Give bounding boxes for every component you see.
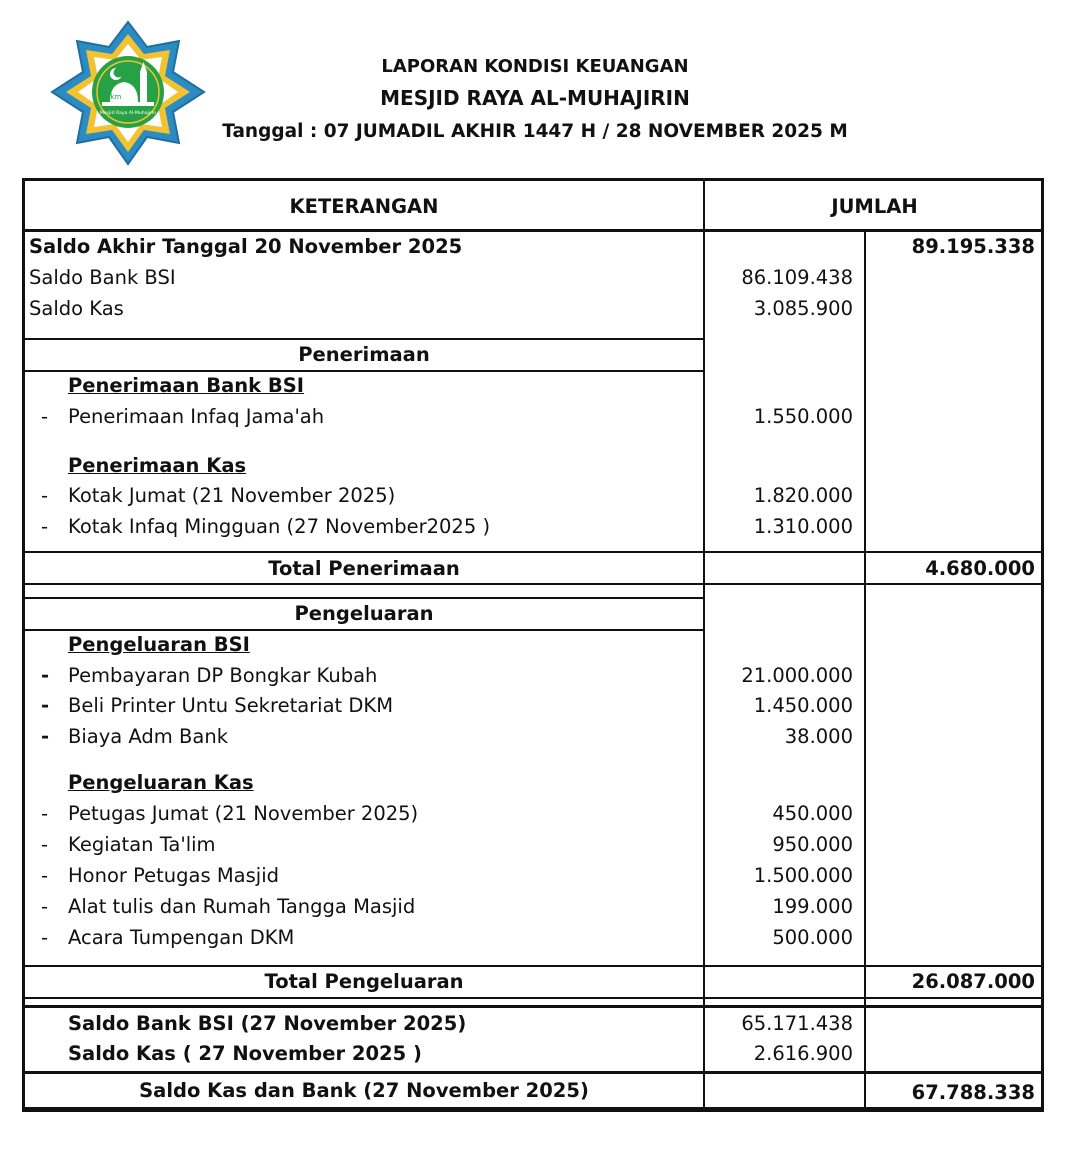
expense-item-label: Kegiatan Ta'lim bbox=[68, 833, 216, 856]
income-item-label: Kotak Infaq Mingguan (27 November2025 ) bbox=[68, 515, 491, 538]
list-item-dash: - bbox=[41, 833, 49, 856]
report-date: Tanggal : 07 JUMADIL AKHIR 1447 H / 28 NOVEMBER 2025 M bbox=[222, 121, 848, 142]
opening-balance-label: Saldo Akhir Tanggal 20 November 2025 bbox=[29, 235, 463, 258]
expense-item-label: Biaya Adm Bank bbox=[68, 725, 228, 748]
report-header bbox=[180, 52, 890, 148]
expense-section-title: Pengeluaran bbox=[294, 602, 434, 625]
income-kas-heading: Penerimaan Kas bbox=[68, 454, 247, 477]
income-section-title: Penerimaan bbox=[298, 343, 430, 366]
total-expense-label: Total Pengeluaran bbox=[264, 970, 464, 993]
income-item-label: Penerimaan Infaq Jama'ah bbox=[68, 405, 325, 428]
expense-item-label: Pembayaran DP Bongkar Kubah bbox=[68, 664, 378, 687]
expense-item-value: 950.000 bbox=[772, 833, 853, 856]
income-item-label: Kotak Jumat (21 November 2025) bbox=[68, 484, 396, 507]
financial-report-table bbox=[22, 178, 1044, 1112]
row-divider bbox=[25, 551, 1044, 553]
logo-name-text: Mesjid Raya Al-Muhajirin bbox=[99, 111, 157, 116]
column-header-keterangan: KETERANGAN bbox=[289, 195, 439, 218]
income-bank-heading: Penerimaan Bank BSI bbox=[68, 374, 305, 397]
list-item-dash: - bbox=[41, 802, 49, 825]
total-expense-value: 26.087.000 bbox=[911, 970, 1035, 993]
report-title: LAPORAN KONDISI KEUANGAN bbox=[381, 56, 689, 77]
list-item-dash: - bbox=[41, 694, 50, 717]
expense-bank-heading: Pengeluaran BSI bbox=[68, 633, 250, 656]
expense-item-label: Honor Petugas Masjid bbox=[68, 864, 279, 887]
expense-kas-heading: Pengeluaran Kas bbox=[68, 771, 254, 794]
closing-bank-value: 65.171.438 bbox=[741, 1012, 853, 1035]
list-item-dash: - bbox=[41, 926, 49, 949]
total-income-value: 4.680.000 bbox=[925, 557, 1035, 580]
list-item-dash: - bbox=[41, 484, 49, 507]
expense-item-label: Alat tulis dan Rumah Tangga Masjid bbox=[68, 895, 416, 918]
column-header-jumlah: JUMLAH bbox=[831, 195, 918, 218]
total-income-label: Total Penerimaan bbox=[268, 557, 460, 580]
grand-total-value: 67.788.338 bbox=[911, 1081, 1035, 1104]
column-divider bbox=[864, 231, 866, 1112]
expense-item-value: 21.000.000 bbox=[741, 664, 853, 687]
row-divider bbox=[25, 1005, 1044, 1008]
list-item-dash: - bbox=[41, 725, 50, 748]
expense-item-value: 1.450.000 bbox=[753, 694, 853, 717]
closing-bank-label: Saldo Bank BSI (27 November 2025) bbox=[68, 1012, 467, 1035]
row-divider bbox=[25, 1107, 1044, 1109]
row-divider bbox=[25, 1071, 1044, 1074]
row-divider bbox=[25, 583, 1044, 585]
income-item-value: 1.820.000 bbox=[753, 484, 853, 507]
closing-kas-value: 2.616.900 bbox=[753, 1042, 853, 1065]
opening-bank-label: Saldo Bank BSI bbox=[29, 266, 176, 289]
logo-brand-text: dkm bbox=[106, 93, 122, 101]
expense-item-value: 199.000 bbox=[772, 895, 853, 918]
income-item-value: 1.550.000 bbox=[753, 405, 853, 428]
income-item-value: 1.310.000 bbox=[753, 515, 853, 538]
list-item-dash: - bbox=[41, 864, 49, 887]
expense-item-label: Petugas Jumat (21 November 2025) bbox=[68, 802, 419, 825]
list-item-dash: - bbox=[41, 664, 50, 687]
row-divider bbox=[25, 997, 1044, 999]
organization-name: MESJID RAYA AL-MUHAJIRIN bbox=[380, 86, 690, 110]
opening-kas-label: Saldo Kas bbox=[29, 297, 124, 320]
expense-item-label: Acara Tumpengan DKM bbox=[68, 926, 295, 949]
expense-item-value: 38.000 bbox=[784, 725, 853, 748]
list-item-dash: - bbox=[41, 515, 49, 538]
opening-kas-value: 3.085.900 bbox=[753, 297, 853, 320]
expense-item-value: 450.000 bbox=[772, 802, 853, 825]
list-item-dash: - bbox=[41, 895, 49, 918]
expense-item-label: Beli Printer Untu Sekretariat DKM bbox=[68, 694, 394, 717]
grand-total-label: Saldo Kas dan Bank (27 November 2025) bbox=[139, 1079, 589, 1102]
closing-kas-label: Saldo Kas ( 27 November 2025 ) bbox=[68, 1042, 422, 1065]
list-item-dash: - bbox=[41, 405, 49, 428]
opening-balance-total: 89.195.338 bbox=[911, 235, 1035, 258]
opening-bank-value: 86.109.438 bbox=[741, 266, 853, 289]
expense-item-value: 500.000 bbox=[772, 926, 853, 949]
expense-item-value: 1.500.000 bbox=[753, 864, 853, 887]
